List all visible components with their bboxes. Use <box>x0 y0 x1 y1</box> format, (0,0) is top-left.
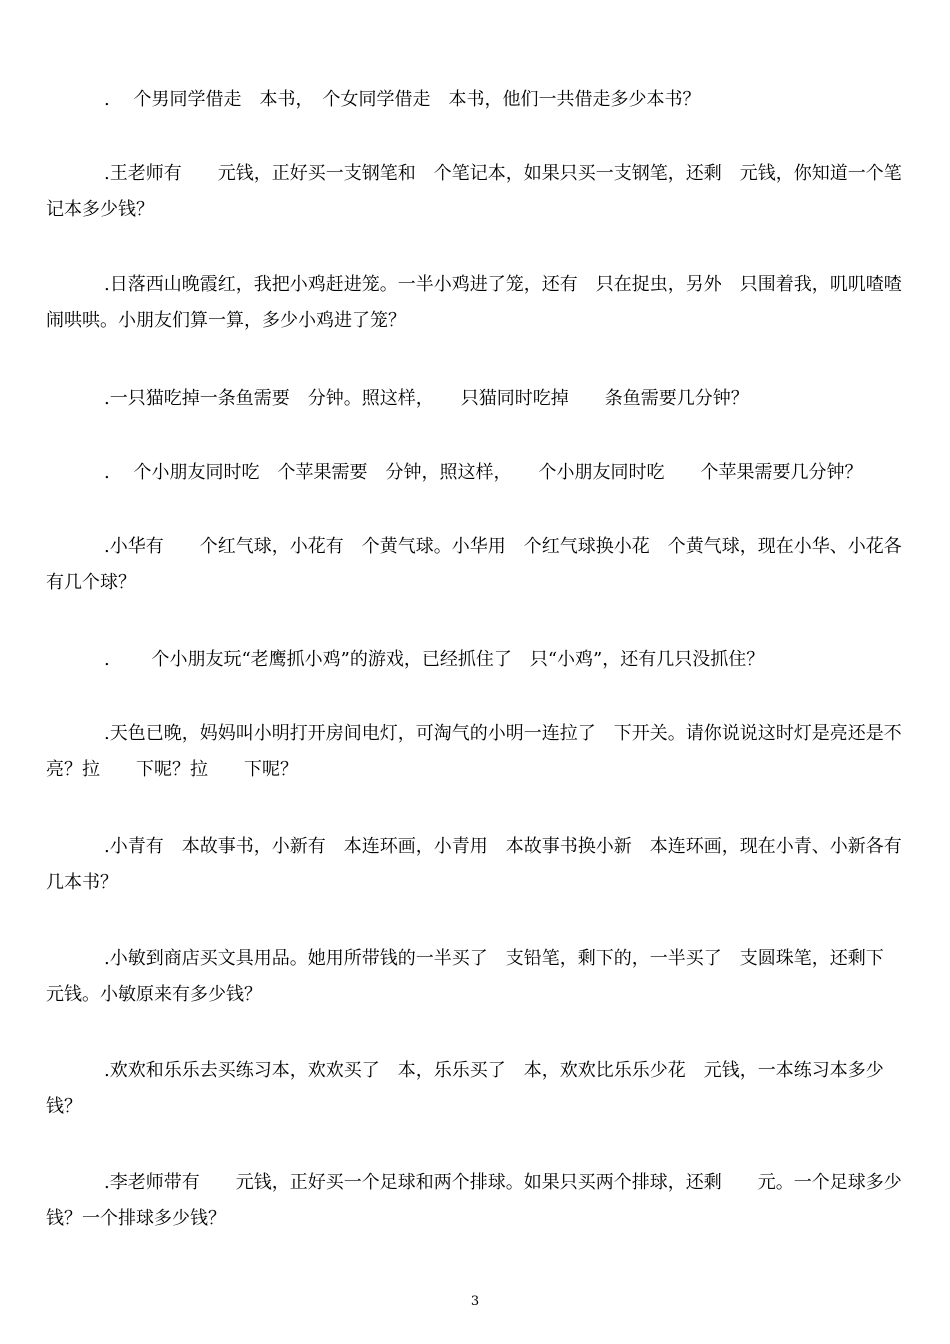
question-9: .小青有 本故事书，小新有 本连环画，小青用 本故事书换小新 本连环画，现在小青、小新各有几本书？ <box>46 836 902 893</box>
question-11: .欢欢和乐乐去买练习本，欢欢买了 本，乐乐买了 本，欢欢比乐乐少花 元钱，一本练习本多少钱？ <box>46 1060 884 1117</box>
question-12: .李老师带有 元钱，正好买一个足球和两个排球。如果只买两个排球，还剩 元。一个足球多少钱？一个排球多少钱？ <box>46 1172 902 1229</box>
page-number: 3 <box>470 1294 480 1309</box>
question-10: .小敏到商店买文具用品。她用所带钱的一半买了 支铅笔，剩下的，一半买了 支圆珠笔，还剩下 元钱。小敏原来有多少钱？ <box>46 948 902 1005</box>
question-5: . 个小朋友同时吃 个苹果需要 分钟，照这样， 个小朋友同时吃 个苹果需要几分钟？ <box>104 462 863 483</box>
question-7: . 个小朋友玩“老鹰抓小鸡”的游戏，已经抓住了 只“小鸡”，还有几只没抓住？ <box>104 649 765 670</box>
question-6: .小华有 个红气球，小花有 个黄气球。小华用 个红气球换小花 个黄气球，现在小华、小花各有几个球？ <box>46 536 902 593</box>
question-1: . 个男同学借走 本书， 个女同学借走 本书，他们一共借走多少本书？ <box>104 89 701 110</box>
question-4: .一只猫吃掉一条鱼需要 分钟。照这样， 只猫同时吃掉 条鱼需要几分钟？ <box>104 388 749 409</box>
question-2: .王老师有 元钱，正好买一支钢笔和 个笔记本，如果只买一支钢笔，还剩 元钱，你知道一个笔记本多少钱？ <box>46 163 902 220</box>
question-8: .天色已晚，妈妈叫小明打开房间电灯，可淘气的小明一连拉了 下开关。请你说说这时灯是亮还是不亮？拉 下呢？拉 下呢？ <box>46 723 902 780</box>
question-3: .日落西山晚霞红，我把小鸡赶进笼。一半小鸡进了笼，还有 只在捉虫，另外 只围着我，叽叽喳喳闹哄哄。小朋友们算一算，多少小鸡进了笼？ <box>46 274 902 331</box>
